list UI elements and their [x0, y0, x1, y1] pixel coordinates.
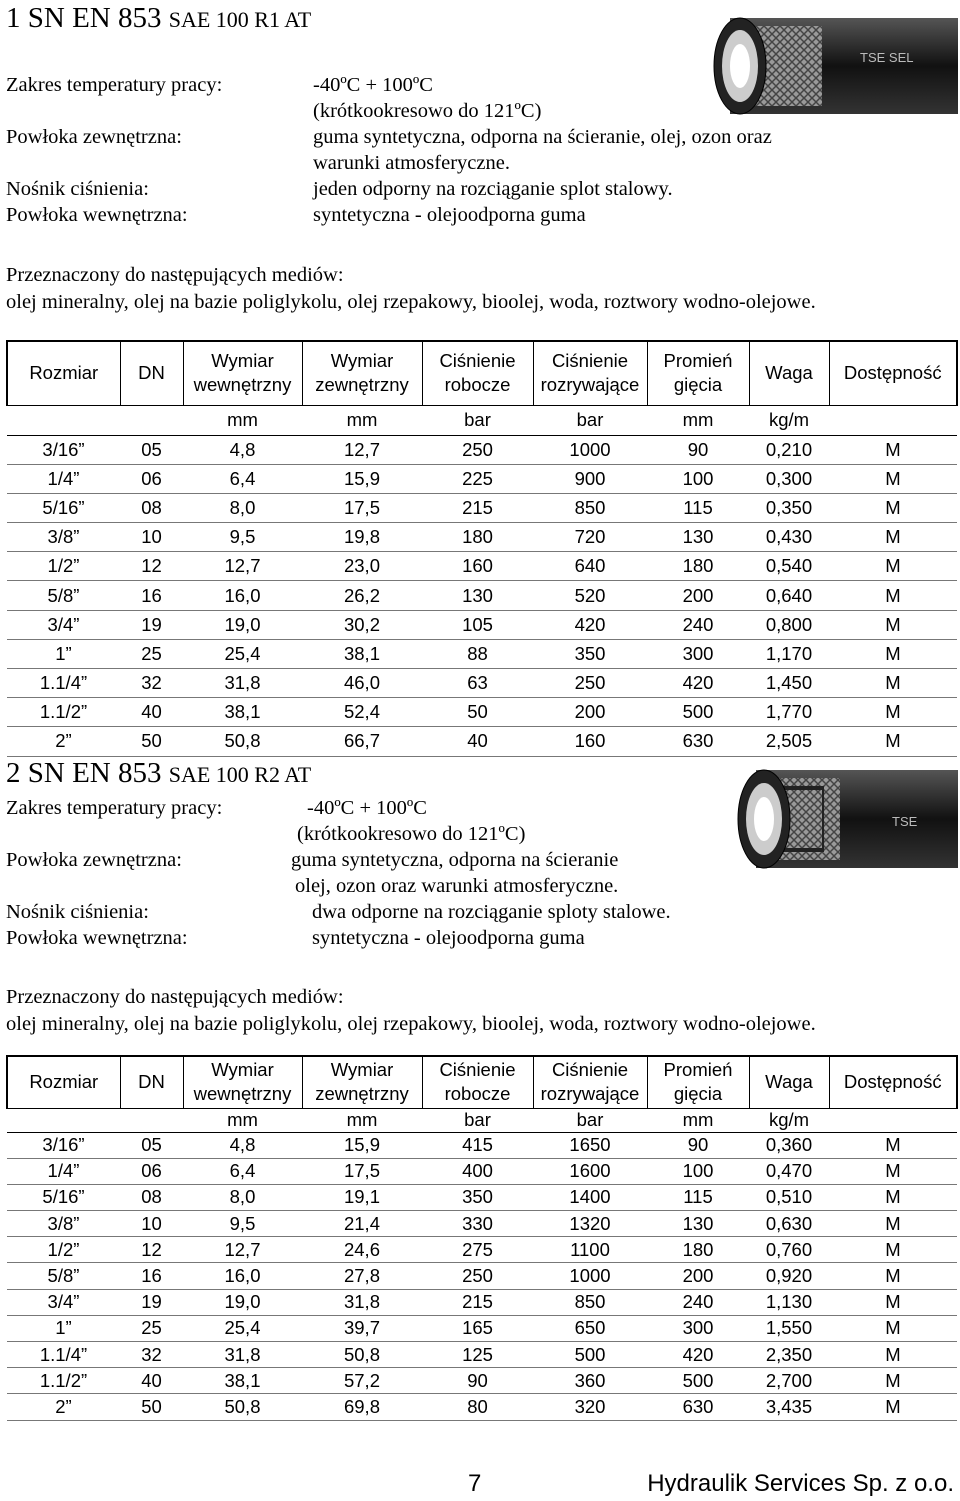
table-cell: 2,700 [749, 1368, 829, 1394]
column-header: Wymiar zewnętrzny [302, 1056, 422, 1108]
table-cell: M [829, 552, 957, 581]
table-cell: 80 [422, 1394, 533, 1420]
table-row [7, 435, 957, 464]
table-cell: 52,4 [302, 698, 422, 727]
table-cell: 250 [533, 669, 647, 698]
unit-label [829, 405, 957, 435]
table-cell: 420 [647, 1342, 749, 1368]
table-cell: 88 [422, 639, 533, 668]
table-cell: 350 [422, 1184, 533, 1210]
table-cell: 100 [647, 1158, 749, 1184]
table-cell: 26,2 [302, 581, 422, 610]
table-cell: 50 [120, 727, 183, 756]
table-cell: 850 [533, 493, 647, 522]
table-row [7, 1394, 957, 1420]
table-cell: 12 [120, 552, 183, 581]
table-cell: 06 [120, 464, 183, 493]
table-cell: 38,1 [183, 1368, 302, 1394]
unit-label [7, 1108, 120, 1132]
table-cell: 50 [422, 698, 533, 727]
prop-label: Powłoka wewnętrzna: [6, 927, 188, 949]
table-row [7, 1289, 957, 1315]
table-row [7, 639, 957, 668]
table-cell: 06 [120, 1158, 183, 1184]
table-cell: 2” [7, 727, 120, 756]
table-cell: 63 [422, 669, 533, 698]
table-cell: 0,300 [749, 464, 829, 493]
table-cell: 415 [422, 1132, 533, 1158]
table-cell: 900 [533, 464, 647, 493]
table-cell: 160 [422, 552, 533, 581]
table-cell: 1/4” [7, 1158, 120, 1184]
table-row [7, 1158, 957, 1184]
table-cell: 16,0 [183, 1263, 302, 1289]
table-cell: 500 [533, 1342, 647, 1368]
table-cell: 19,0 [183, 610, 302, 639]
table-cell: M [829, 581, 957, 610]
table-cell: M [829, 1342, 957, 1368]
table-cell: 9,5 [183, 523, 302, 552]
table-cell: 90 [422, 1368, 533, 1394]
table-cell: 3/4” [7, 610, 120, 639]
table-row [7, 610, 957, 639]
table-cell: M [829, 698, 957, 727]
unit-label: mm [647, 1108, 749, 1132]
table-row [7, 1315, 957, 1341]
table-cell: 0,430 [749, 523, 829, 552]
table-row [7, 552, 957, 581]
table-cell: 32 [120, 669, 183, 698]
table-cell: 115 [647, 1184, 749, 1210]
table-cell: 08 [120, 493, 183, 522]
table-cell: 130 [647, 1211, 749, 1237]
table-cell: 3/16” [7, 1132, 120, 1158]
table-cell: 50 [120, 1394, 183, 1420]
table-cell: 69,8 [302, 1394, 422, 1420]
table-row [7, 698, 957, 727]
table-cell: 160 [533, 727, 647, 756]
table-cell: 08 [120, 1184, 183, 1210]
unit-label: kg/m [749, 1108, 829, 1132]
table-cell: 3/4” [7, 1289, 120, 1315]
table-cell: 1.1/2” [7, 1368, 120, 1394]
table-cell: 46,0 [302, 669, 422, 698]
table-cell: 2,505 [749, 727, 829, 756]
column-header: Dostępność [829, 341, 957, 405]
table-cell: 38,1 [183, 698, 302, 727]
unit-label: bar [422, 405, 533, 435]
table-cell: 05 [120, 1132, 183, 1158]
table-cell: 1000 [533, 1263, 647, 1289]
column-header: DN [120, 1056, 183, 1108]
table-cell: 630 [647, 727, 749, 756]
table-cell: M [829, 1394, 957, 1420]
column-header: Ciśnienie rozrywające [533, 1056, 647, 1108]
table-row [7, 1342, 957, 1368]
table-cell: 720 [533, 523, 647, 552]
table-cell: 38,1 [302, 639, 422, 668]
table-cell: 1000 [533, 435, 647, 464]
table-cell: 500 [647, 1368, 749, 1394]
table-cell: M [829, 1368, 957, 1394]
table-cell: 3/8” [7, 523, 120, 552]
table-cell: M [829, 435, 957, 464]
table-cell: 640 [533, 552, 647, 581]
table-cell: M [829, 493, 957, 522]
table-cell: 1.1/4” [7, 1342, 120, 1368]
table-cell: 165 [422, 1315, 533, 1341]
table-cell: 215 [422, 493, 533, 522]
table-cell: 3/8” [7, 1211, 120, 1237]
table-cell: M [829, 1184, 957, 1210]
table-cell: 250 [422, 435, 533, 464]
table-cell: 16 [120, 581, 183, 610]
table-row [7, 464, 957, 493]
table-cell: 0,360 [749, 1132, 829, 1158]
table-cell: 105 [422, 610, 533, 639]
table-cell: 180 [647, 1237, 749, 1263]
table-cell: 1,550 [749, 1315, 829, 1341]
table-cell: 1,170 [749, 639, 829, 668]
table-cell: 50,8 [183, 1394, 302, 1420]
table-row [7, 669, 957, 698]
table-cell: 2,350 [749, 1342, 829, 1368]
section1-media-text: olej mineralny, olej na bazie poliglykolu, olej rzepakowy, bioolej, woda, roztwory wodno-olejowe. [6, 291, 816, 313]
section2-media-title: Przeznaczony do następujących mediów: [6, 986, 344, 1008]
table-cell: 31,8 [302, 1289, 422, 1315]
column-header: Rozmiar [7, 341, 120, 405]
unit-label: bar [533, 405, 647, 435]
table-cell: 420 [647, 669, 749, 698]
unit-label: mm [302, 1108, 422, 1132]
section1-spec-table [6, 340, 958, 757]
table-row [7, 493, 957, 522]
table-cell: 8,0 [183, 493, 302, 522]
table-cell: 520 [533, 581, 647, 610]
table-cell: M [829, 1132, 957, 1158]
table-cell: 19 [120, 1289, 183, 1315]
column-header: Wymiar wewnętrzny [183, 1056, 302, 1108]
table-cell: M [829, 1315, 957, 1341]
table-cell: 275 [422, 1237, 533, 1263]
table-cell: 180 [422, 523, 533, 552]
table-cell: 0,510 [749, 1184, 829, 1210]
table-cell: 5/8” [7, 1263, 120, 1289]
column-header: Ciśnienie rozrywające [533, 341, 647, 405]
table-cell: 5/8” [7, 581, 120, 610]
table-cell: 850 [533, 1289, 647, 1315]
table-cell: 27,8 [302, 1263, 422, 1289]
table-cell: 4,8 [183, 435, 302, 464]
table-cell: 57,2 [302, 1368, 422, 1394]
hose-mark: TSE [892, 814, 918, 829]
table-cell: 15,9 [302, 1132, 422, 1158]
table-cell: 12,7 [302, 435, 422, 464]
table-cell: M [829, 1211, 957, 1237]
table-cell: 40 [120, 1368, 183, 1394]
table-cell: 3/16” [7, 435, 120, 464]
table-cell: 300 [647, 1315, 749, 1341]
table-cell: 90 [647, 435, 749, 464]
table-row [7, 1368, 957, 1394]
table-cell: 1/2” [7, 1237, 120, 1263]
table-cell: 0,760 [749, 1237, 829, 1263]
table-cell: 0,540 [749, 552, 829, 581]
section2-title: 2 SN EN 853 SAE 100 R2 AT [6, 757, 312, 789]
table-cell: 100 [647, 464, 749, 493]
unit-label [829, 1108, 957, 1132]
table-cell: 200 [533, 698, 647, 727]
table-cell: 1.1/4” [7, 669, 120, 698]
table-cell: 25,4 [183, 639, 302, 668]
table-cell: 130 [422, 581, 533, 610]
table-cell: 12 [120, 1237, 183, 1263]
table-cell: 1,450 [749, 669, 829, 698]
column-header: DN [120, 341, 183, 405]
table-cell: 1,770 [749, 698, 829, 727]
table-cell: 25 [120, 1315, 183, 1341]
section1-title: 1 SN EN 853 SAE 100 R1 AT [6, 2, 312, 34]
table-cell: 1/4” [7, 464, 120, 493]
table-cell: 1,130 [749, 1289, 829, 1315]
table-cell: M [829, 669, 957, 698]
table-cell: 3,435 [749, 1394, 829, 1420]
table-cell: 30,2 [302, 610, 422, 639]
table-cell: M [829, 639, 957, 668]
column-header: Wymiar wewnętrzny [183, 341, 302, 405]
table-row [7, 1132, 957, 1158]
table-cell: 115 [647, 493, 749, 522]
table-cell: 1600 [533, 1158, 647, 1184]
column-header: Promień gięcia [647, 1056, 749, 1108]
table-cell: 05 [120, 435, 183, 464]
company-name: Hydraulik Services Sp. z o.o. [647, 1470, 954, 1497]
table-cell: M [829, 610, 957, 639]
table-cell: 0,210 [749, 435, 829, 464]
unit-label [120, 1108, 183, 1132]
table-cell: 1650 [533, 1132, 647, 1158]
table-cell: 130 [647, 523, 749, 552]
table-cell: 125 [422, 1342, 533, 1368]
section2-media-text: olej mineralny, olej na bazie poliglykolu, olej rzepakowy, bioolej, woda, roztwory wodno-olejowe. [6, 1013, 816, 1035]
table-cell: 360 [533, 1368, 647, 1394]
table-cell: 180 [647, 552, 749, 581]
table-cell: 66,7 [302, 727, 422, 756]
page-number: 7 [468, 1470, 482, 1497]
table-row [7, 581, 957, 610]
table-cell: 8,0 [183, 1184, 302, 1210]
prop-label: Nośnik ciśnienia: [6, 901, 149, 923]
table-cell: M [829, 727, 957, 756]
table-row [7, 727, 957, 756]
table-cell: 420 [533, 610, 647, 639]
table-cell: 16,0 [183, 581, 302, 610]
table-cell: 200 [647, 581, 749, 610]
table-cell: 500 [647, 698, 749, 727]
table-cell: M [829, 1289, 957, 1315]
table-cell: 630 [647, 1394, 749, 1420]
prop-label: Zakres temperatury pracy: [6, 74, 223, 96]
table-cell: M [829, 523, 957, 552]
table-cell: 5/16” [7, 493, 120, 522]
prop-label: Powłoka wewnętrzna: [6, 204, 188, 226]
table-cell: M [829, 1237, 957, 1263]
unit-label: mm [647, 405, 749, 435]
table-cell: 4,8 [183, 1132, 302, 1158]
table-cell: 1.1/2” [7, 698, 120, 727]
table-cell: 1” [7, 639, 120, 668]
table-cell: 200 [647, 1263, 749, 1289]
table-cell: 17,5 [302, 493, 422, 522]
section1-properties: Zakres temperatury pracy: -40ºC + 100ºC (krótkookresowo do 121ºC) Powłoka zewnętrzna: guma syntetyczna, odporna na ścieranie, olej, ozon oraz warunki atmosferyczne. Nośnik ciśnienia: jeden odporny na rozciąganie splot stalowy. Powłoka wewnętrzna: syntetyczna - olejoodporna guma [6, 74, 772, 226]
prop-label: Powłoka zewnętrzna: [6, 126, 182, 148]
prop-label: Zakres temperatury pracy: [6, 797, 223, 819]
table-cell: 330 [422, 1211, 533, 1237]
table-row [7, 1237, 957, 1263]
table-cell: 240 [647, 1289, 749, 1315]
table-cell: 31,8 [183, 1342, 302, 1368]
table-cell: 17,5 [302, 1158, 422, 1184]
unit-label [7, 405, 120, 435]
column-header: Waga [749, 1056, 829, 1108]
column-header: Ciśnienie robocze [422, 341, 533, 405]
table-cell: 21,4 [302, 1211, 422, 1237]
table-cell: 5/16” [7, 1184, 120, 1210]
table-cell: 400 [422, 1158, 533, 1184]
table-cell: 90 [647, 1132, 749, 1158]
table-cell: 32 [120, 1342, 183, 1368]
table-cell: 40 [120, 698, 183, 727]
table-cell: 25 [120, 639, 183, 668]
table-cell: 19,8 [302, 523, 422, 552]
hose-mark: TSE SEL [860, 50, 914, 65]
section1-media-title: Przeznaczony do następujących mediów: [6, 264, 344, 286]
table-row [7, 1263, 957, 1289]
table-cell: 40 [422, 727, 533, 756]
table-cell: 10 [120, 1211, 183, 1237]
table-cell: 50,8 [183, 727, 302, 756]
table-cell: 6,4 [183, 1158, 302, 1184]
table-row [7, 1184, 957, 1210]
column-header: Waga [749, 341, 829, 405]
table-cell: 0,350 [749, 493, 829, 522]
table-cell: 9,5 [183, 1211, 302, 1237]
column-header: Promień gięcia [647, 341, 749, 405]
table-cell: M [829, 1263, 957, 1289]
table-cell: 0,920 [749, 1263, 829, 1289]
table-cell: 2” [7, 1394, 120, 1420]
table-cell: 31,8 [183, 669, 302, 698]
table-cell: 23,0 [302, 552, 422, 581]
table-cell: 225 [422, 464, 533, 493]
table-cell: 1320 [533, 1211, 647, 1237]
table-cell: 1400 [533, 1184, 647, 1210]
table-cell: 6,4 [183, 464, 302, 493]
unit-label: bar [533, 1108, 647, 1132]
table-cell: 650 [533, 1315, 647, 1341]
table-cell: M [829, 464, 957, 493]
unit-label: kg/m [749, 405, 829, 435]
unit-label: mm [183, 405, 302, 435]
section2-properties: Zakres temperatury pracy: -40ºC + 100ºC (krótkookresowo do 121ºC) Powłoka zewnętrzna: guma syntetyczna, odporna na ścieranie olej, ozon oraz warunki atmosferyczne. Nośnik ciśnienia: dwa odporne na rozciąganie sploty stalowe. Powłoka wewnętrzna: syntetyczna - olejoodporna guma [6, 797, 671, 949]
table-row [7, 1211, 957, 1237]
table-cell: 19,1 [302, 1184, 422, 1210]
table-cell: 12,7 [183, 1237, 302, 1263]
table-cell: 250 [422, 1263, 533, 1289]
column-header: Dostępność [829, 1056, 957, 1108]
prop-label: Nośnik ciśnienia: [6, 178, 149, 200]
column-header: Wymiar zewnętrzny [302, 341, 422, 405]
table-cell: 240 [647, 610, 749, 639]
section2-spec-table [6, 1055, 958, 1421]
table-row [7, 523, 957, 552]
table-cell: 320 [533, 1394, 647, 1420]
unit-label: bar [422, 1108, 533, 1132]
table-cell: 0,800 [749, 610, 829, 639]
table-cell: 0,640 [749, 581, 829, 610]
table-cell: 0,630 [749, 1211, 829, 1237]
unit-label: mm [183, 1108, 302, 1132]
table-cell: 10 [120, 523, 183, 552]
unit-label: mm [302, 405, 422, 435]
table-cell: 215 [422, 1289, 533, 1315]
table-cell: 15,9 [302, 464, 422, 493]
table-cell: 0,470 [749, 1158, 829, 1184]
column-header: Ciśnienie robocze [422, 1056, 533, 1108]
table-cell: 12,7 [183, 552, 302, 581]
column-header: Rozmiar [7, 1056, 120, 1108]
table-cell: 39,7 [302, 1315, 422, 1341]
unit-label [120, 405, 183, 435]
table-cell: 1” [7, 1315, 120, 1341]
table-cell: 19,0 [183, 1289, 302, 1315]
table-cell: 16 [120, 1263, 183, 1289]
table-cell: 19 [120, 610, 183, 639]
table-cell: M [829, 1158, 957, 1184]
prop-label: Powłoka zewnętrzna: [6, 849, 182, 871]
table-cell: 50,8 [302, 1342, 422, 1368]
table-cell: 1100 [533, 1237, 647, 1263]
table-cell: 300 [647, 639, 749, 668]
table-cell: 25,4 [183, 1315, 302, 1341]
table-cell: 24,6 [302, 1237, 422, 1263]
table-cell: 350 [533, 639, 647, 668]
table-cell: 1/2” [7, 552, 120, 581]
